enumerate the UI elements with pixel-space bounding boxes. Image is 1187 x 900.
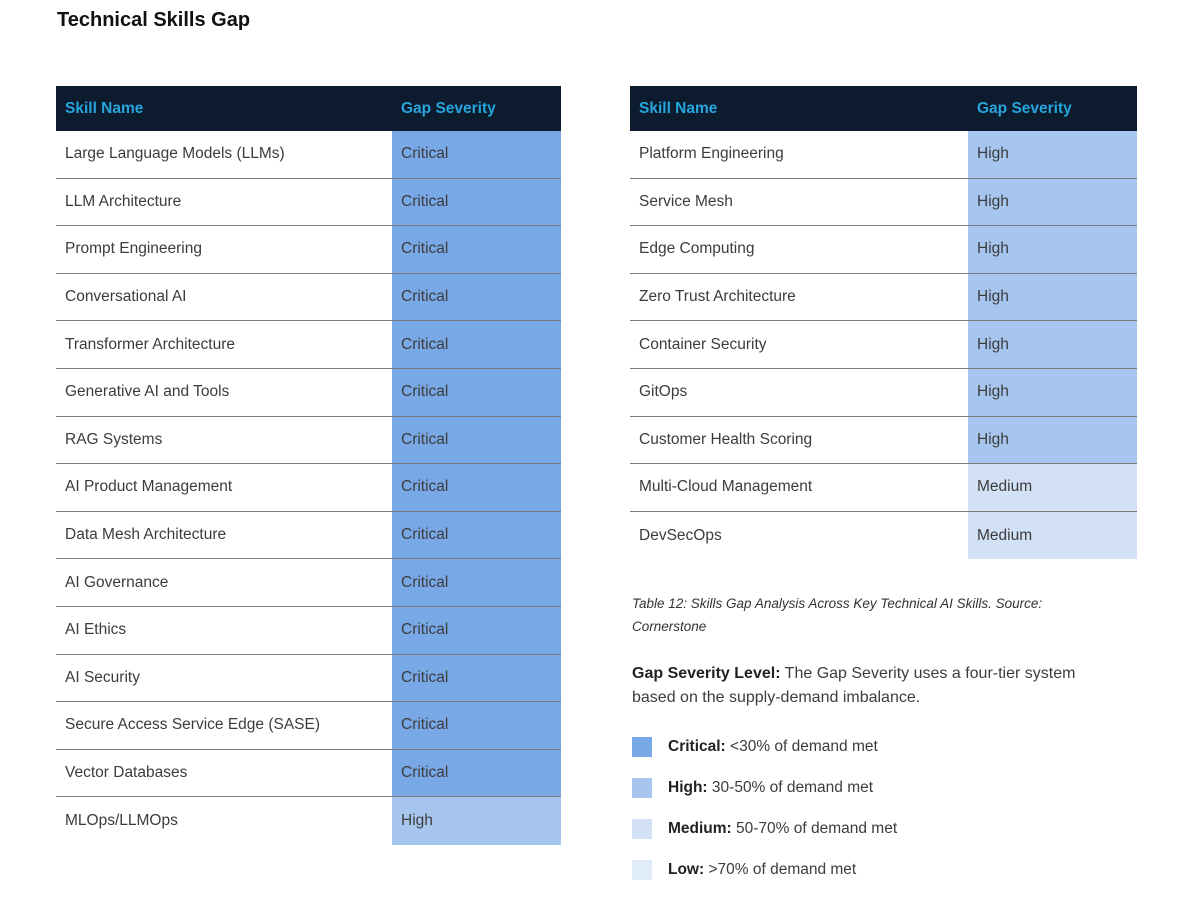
gap-severity-cell: Critical bbox=[392, 179, 561, 226]
legend-item bbox=[632, 860, 897, 880]
gap-severity-cell: High bbox=[968, 369, 1137, 416]
table-row bbox=[56, 464, 561, 512]
gap-severity-cell: High bbox=[968, 417, 1137, 464]
table-caption-line1: Table 12: Skills Gap Analysis Across Key Technical AI Skills. Source: bbox=[632, 596, 1043, 611]
legend-label: Critical: bbox=[668, 738, 726, 755]
skill-name-cell: MLOps/LLMOps bbox=[56, 797, 392, 845]
skill-name-cell: LLM Architecture bbox=[56, 179, 392, 226]
legend-swatch-critical bbox=[632, 737, 652, 757]
column-header-gap-severity: Gap Severity bbox=[401, 99, 496, 117]
table-row bbox=[56, 750, 561, 798]
table-header bbox=[56, 86, 561, 131]
gap-severity-cell: High bbox=[968, 131, 1137, 178]
skill-name-cell: Platform Engineering bbox=[630, 131, 968, 178]
skill-name-cell: Conversational AI bbox=[56, 274, 392, 321]
table-caption-line2: Cornerstone bbox=[632, 619, 707, 634]
gap-severity-cell: High bbox=[392, 797, 561, 845]
gap-severity-cell: Critical bbox=[392, 464, 561, 511]
table-row bbox=[56, 417, 561, 465]
table-row bbox=[56, 512, 561, 560]
gap-severity-cell: High bbox=[968, 321, 1137, 368]
table-row bbox=[56, 321, 561, 369]
table-row bbox=[630, 512, 1137, 560]
skill-name-cell: Edge Computing bbox=[630, 226, 968, 273]
legend-text: Medium: 50-70% of demand met bbox=[668, 820, 898, 837]
table-row bbox=[56, 797, 561, 845]
skill-name-cell: AI Product Management bbox=[56, 464, 392, 511]
severity-description bbox=[632, 662, 1082, 710]
skill-name-cell: Generative AI and Tools bbox=[56, 369, 392, 416]
legend-item bbox=[632, 778, 897, 798]
legend-swatch-medium bbox=[632, 819, 652, 839]
table-row bbox=[56, 559, 561, 607]
skill-name-cell: Service Mesh bbox=[630, 179, 968, 226]
table-row bbox=[56, 702, 561, 750]
gap-severity-cell: Critical bbox=[392, 702, 561, 749]
legend-text: Critical: <30% of demand met bbox=[668, 738, 878, 755]
skill-name-cell: Secure Access Service Edge (SASE) bbox=[56, 702, 392, 749]
gap-severity-cell: Critical bbox=[392, 655, 561, 702]
skill-name-cell: Container Security bbox=[630, 321, 968, 368]
table-caption bbox=[632, 592, 1042, 638]
table-row bbox=[630, 321, 1137, 369]
gap-severity-cell: Critical bbox=[392, 321, 561, 368]
skills-table-right bbox=[630, 86, 1137, 559]
table-row bbox=[630, 464, 1137, 512]
gap-severity-cell: High bbox=[968, 274, 1137, 321]
legend-label: Low: bbox=[668, 861, 705, 878]
gap-severity-cell: Critical bbox=[392, 750, 561, 797]
legend-label: High: bbox=[668, 779, 708, 796]
table-row bbox=[630, 131, 1137, 179]
table-row bbox=[630, 226, 1137, 274]
column-header-skill-name: Skill Name bbox=[65, 99, 144, 117]
gap-severity-cell: Critical bbox=[392, 274, 561, 321]
gap-severity-cell: Critical bbox=[392, 512, 561, 559]
table-body bbox=[630, 131, 1137, 559]
skill-name-cell: GitOps bbox=[630, 369, 968, 416]
skill-name-cell: Data Mesh Architecture bbox=[56, 512, 392, 559]
page-title: Technical Skills Gap bbox=[57, 9, 251, 31]
legend-swatch-low bbox=[632, 860, 652, 880]
table-row bbox=[56, 655, 561, 703]
gap-severity-cell: High bbox=[968, 226, 1137, 273]
table-row bbox=[630, 417, 1137, 465]
skill-name-cell: Customer Health Scoring bbox=[630, 417, 968, 464]
skill-name-cell: AI Security bbox=[56, 655, 392, 702]
gap-severity-cell: Critical bbox=[392, 131, 561, 178]
gap-severity-cell: High bbox=[968, 179, 1137, 226]
skill-name-cell: Prompt Engineering bbox=[56, 226, 392, 273]
table-row bbox=[630, 274, 1137, 322]
table-row bbox=[56, 607, 561, 655]
table-row bbox=[630, 179, 1137, 227]
gap-severity-cell: Critical bbox=[392, 559, 561, 606]
table-header bbox=[630, 86, 1137, 131]
column-header-skill-name: Skill Name bbox=[639, 99, 718, 117]
severity-description-text: The Gap Severity uses a four-tier system based on the supply-demand imbalance. bbox=[632, 665, 1076, 706]
table-body bbox=[56, 131, 561, 845]
gap-severity-cell: Critical bbox=[392, 369, 561, 416]
gap-severity-cell: Critical bbox=[392, 226, 561, 273]
severity-legend bbox=[632, 737, 897, 900]
skill-name-cell: Large Language Models (LLMs) bbox=[56, 131, 392, 178]
skill-name-cell: Vector Databases bbox=[56, 750, 392, 797]
skill-name-cell: RAG Systems bbox=[56, 417, 392, 464]
table-row bbox=[56, 131, 561, 179]
legend-item bbox=[632, 819, 897, 839]
gap-severity-cell: Medium bbox=[968, 512, 1137, 560]
gap-severity-cell: Medium bbox=[968, 464, 1137, 511]
legend-label: Medium: bbox=[668, 820, 732, 837]
skills-table-left bbox=[56, 86, 561, 845]
skill-name-cell: DevSecOps bbox=[630, 512, 968, 560]
table-row bbox=[56, 369, 561, 417]
gap-severity-cell: Critical bbox=[392, 607, 561, 654]
table-row bbox=[630, 369, 1137, 417]
skill-name-cell: AI Governance bbox=[56, 559, 392, 606]
table-row bbox=[56, 274, 561, 322]
legend-text: Low: >70% of demand met bbox=[668, 861, 857, 878]
skill-name-cell: Transformer Architecture bbox=[56, 321, 392, 368]
table-row bbox=[56, 226, 561, 274]
column-header-gap-severity: Gap Severity bbox=[977, 99, 1072, 117]
skill-name-cell: AI Ethics bbox=[56, 607, 392, 654]
table-row bbox=[56, 179, 561, 227]
legend-text: High: 30-50% of demand met bbox=[668, 779, 874, 796]
gap-severity-cell: Critical bbox=[392, 417, 561, 464]
legend-item bbox=[632, 737, 897, 757]
skill-name-cell: Multi-Cloud Management bbox=[630, 464, 968, 511]
severity-description-label: Gap Severity Level: bbox=[632, 665, 781, 682]
legend-swatch-high bbox=[632, 778, 652, 798]
skill-name-cell: Zero Trust Architecture bbox=[630, 274, 968, 321]
